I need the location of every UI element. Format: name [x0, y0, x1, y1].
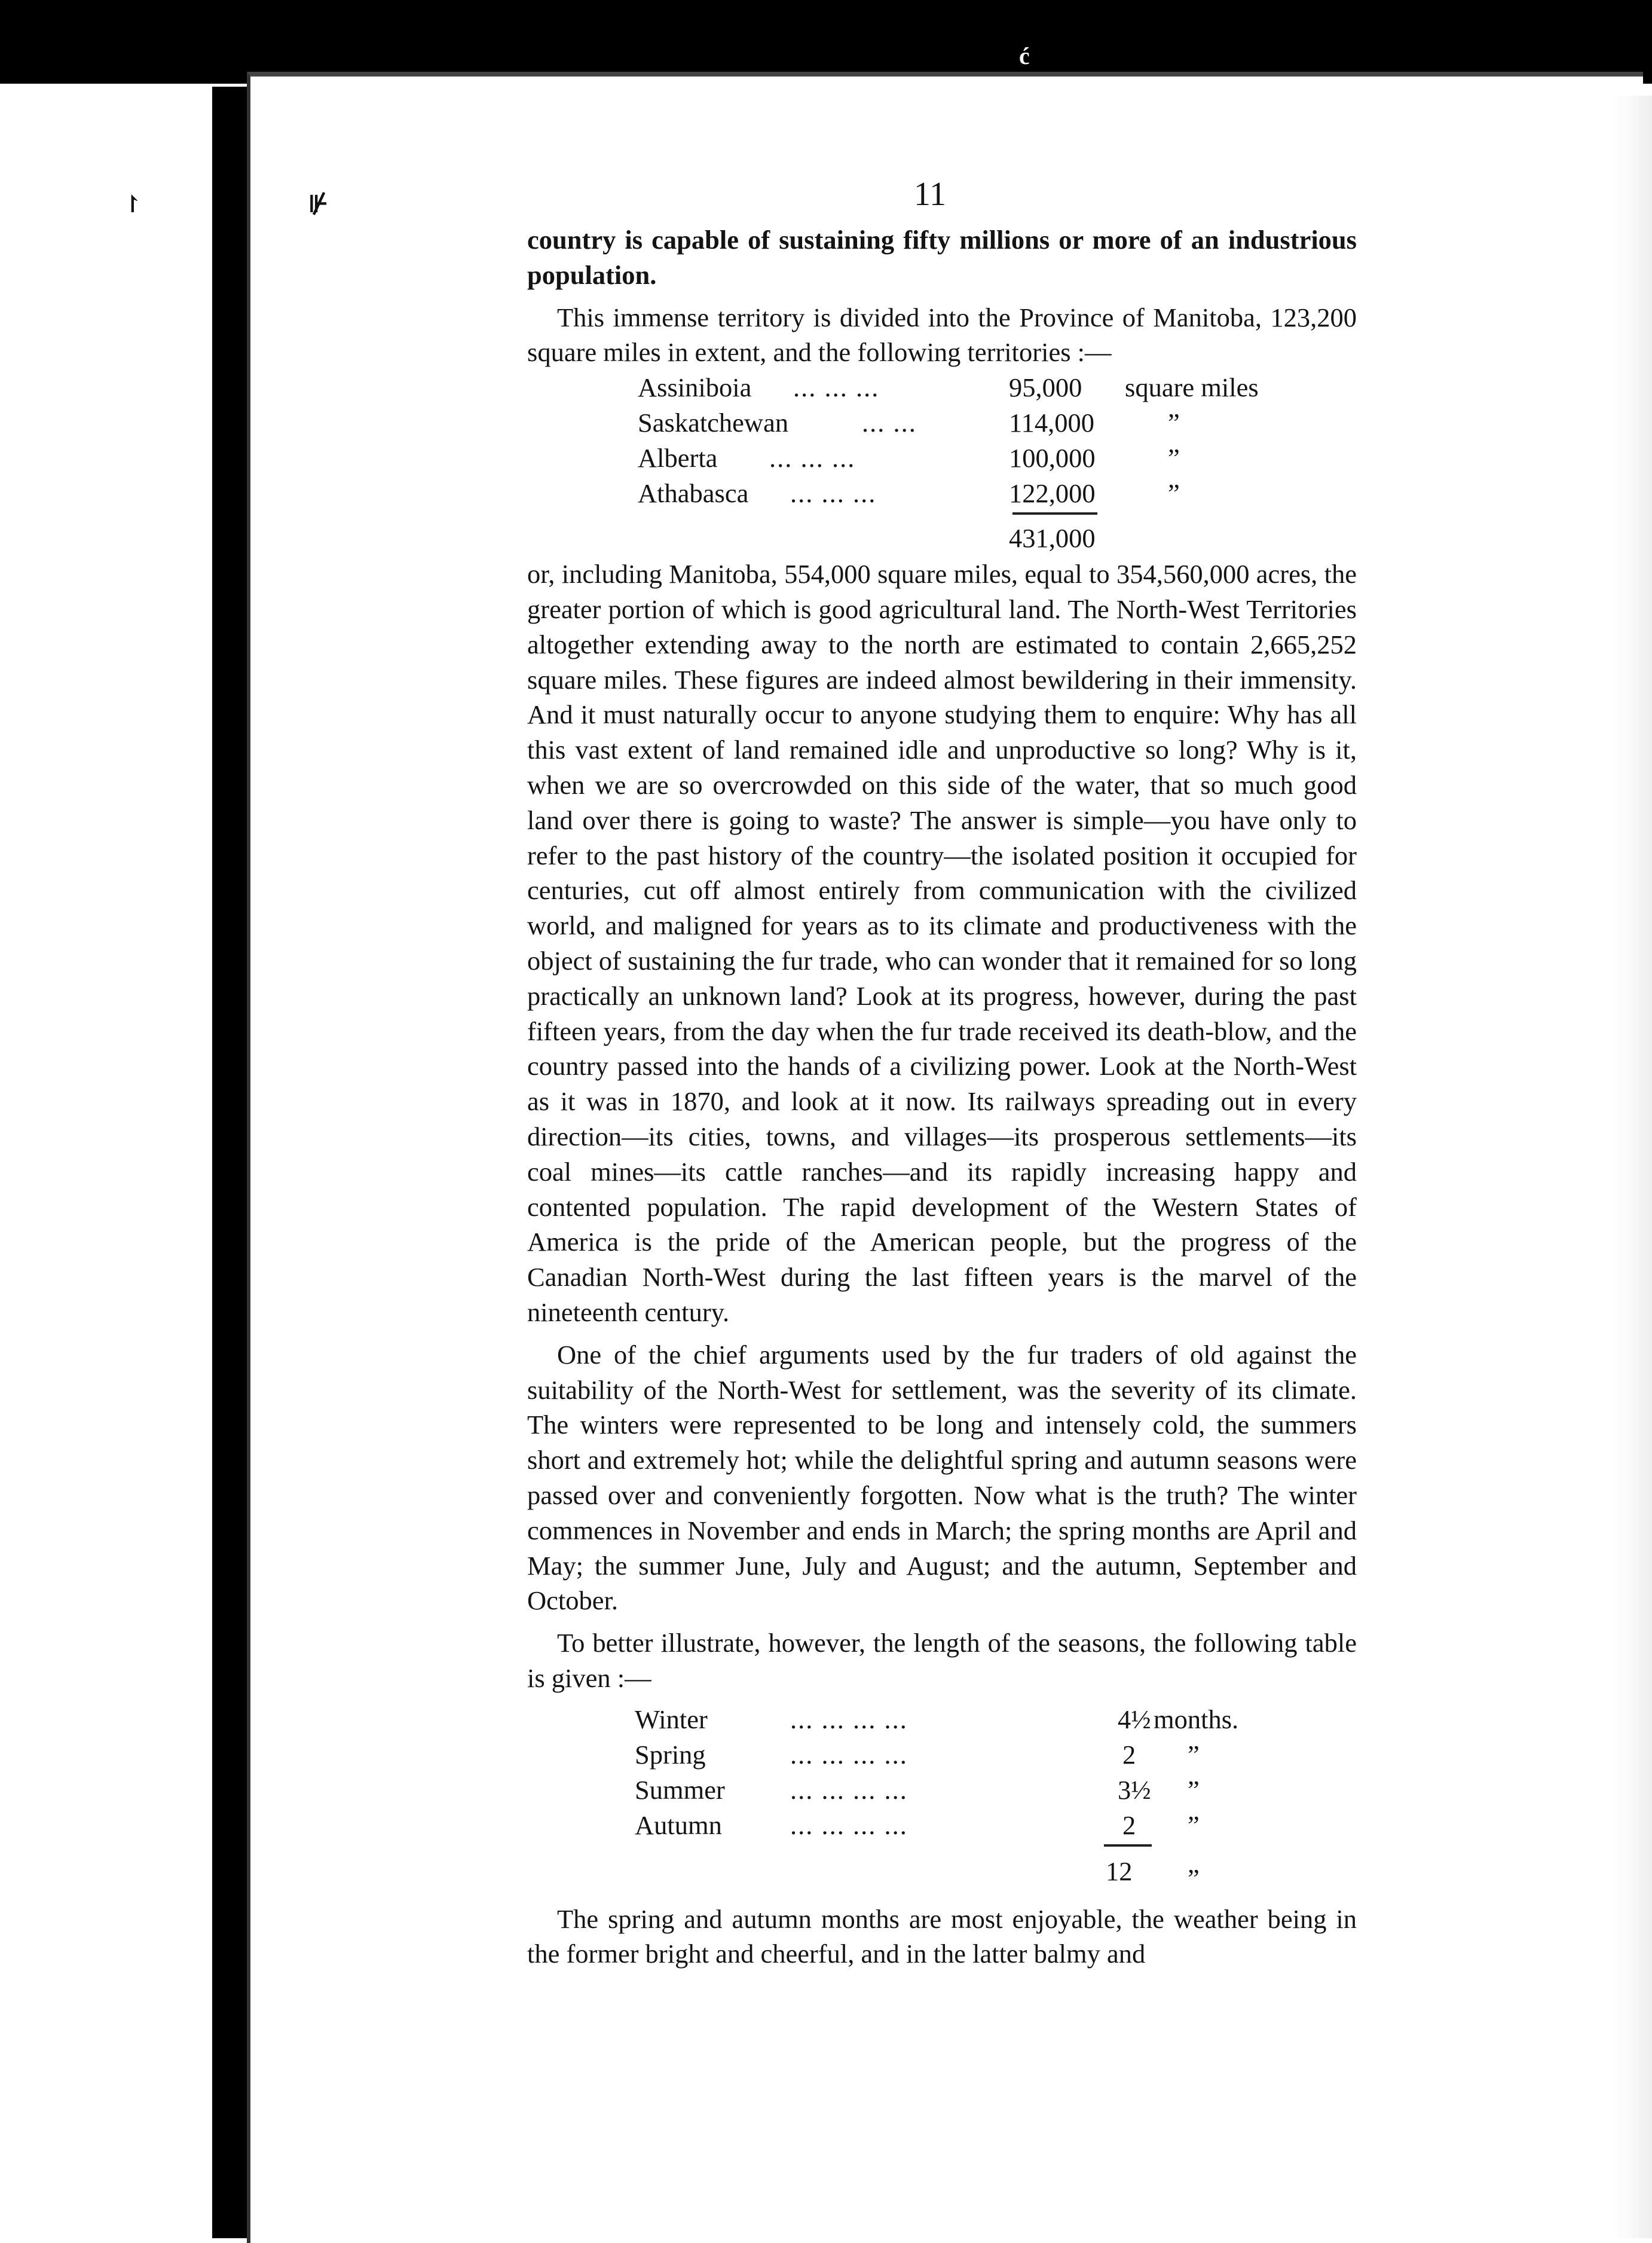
page-content	[527, 173, 1357, 1972]
season-unit: ”	[1188, 1810, 1200, 1840]
paragraph-6: The spring and autumn months are most enjoyable, the weather being in the former bright and cheerful, and in the latter balmy and	[527, 1903, 1357, 1969]
table-row	[527, 1702, 1357, 1737]
table-row	[527, 1773, 1357, 1808]
book-spine	[212, 87, 247, 2238]
season-months: 4½	[1118, 1704, 1151, 1734]
territory-area: 95,000	[1009, 372, 1082, 403]
season-months: 3½	[1118, 1774, 1151, 1805]
leader-dots: ... ... ...	[790, 478, 877, 509]
table-row	[527, 1737, 1357, 1773]
season-name: Winter	[635, 1704, 708, 1734]
table-row	[527, 370, 1357, 405]
season-unit: months.	[1154, 1704, 1239, 1734]
table-row	[527, 441, 1357, 476]
leader-dots: ... ...	[862, 408, 917, 438]
table-row	[527, 476, 1357, 511]
page-number: 11	[914, 176, 946, 213]
season-months: 2	[1122, 1810, 1136, 1840]
seasons-total-value: 12	[1106, 1856, 1133, 1886]
territory-area: 100,000	[1009, 443, 1096, 473]
top-mark: ć	[1019, 42, 1030, 69]
territory-unit: ”	[1168, 478, 1180, 509]
total-row	[527, 521, 1357, 556]
sum-rule	[1012, 512, 1097, 515]
territories-total-value: 431,000	[1009, 523, 1096, 554]
territory-name: Saskatchewan	[638, 408, 789, 438]
territory-unit: square miles	[1125, 372, 1259, 403]
paragraph-2: This immense territory is divided into the Province of Manitoba, 123,200 square miles in extent, and the following territories :—	[527, 302, 1357, 368]
paragraph-1: country is capable of sustaining fifty millions or more of an industrious population.	[527, 225, 1357, 290]
paragraph-5: To better illustrate, however, the length of the seasons, the following table is given :—	[527, 1628, 1357, 1693]
leader-dots: ... ... ...	[769, 443, 856, 473]
season-name: Spring	[635, 1739, 706, 1770]
leader-dots: ... ... ... ...	[790, 1739, 908, 1770]
page-edge	[1614, 96, 1652, 2238]
total-row	[527, 1854, 1357, 1893]
season-name: Autumn	[635, 1810, 722, 1840]
territory-unit: ”	[1168, 443, 1180, 473]
leader-dots: ... ... ...	[793, 372, 880, 403]
leader-dots: ... ... ... ...	[790, 1810, 908, 1840]
scan-top-border	[0, 0, 1652, 84]
territory-unit: ”	[1168, 408, 1180, 438]
margin-mark-2: ⊮	[308, 191, 329, 218]
table-row	[527, 1808, 1357, 1843]
paragraph-4: One of the chief arguments used by the fur traders of old against the suitability of the North-West for settlement, was the severity of its climate. The winters were represented to be long and intensely cold, the summers short and extremely hot; while the delightful spring and autumn seasons were passed over and conveniently forgotten. Now what is the truth? The winter commences in November and ends in March; the spring months are April and May; the summer June, July and August; and the autumn, September and October.	[527, 1339, 1357, 1616]
seasons-total-unit: ”	[1188, 1863, 1200, 1893]
territory-area: 122,000	[1009, 478, 1096, 509]
season-unit: ”	[1188, 1774, 1200, 1805]
season-unit: ”	[1188, 1739, 1200, 1770]
territory-name: Athabasca	[638, 478, 749, 509]
table-row	[527, 405, 1357, 441]
margin-mark-1: ↾	[123, 191, 143, 218]
territory-area: 114,000	[1009, 408, 1094, 438]
season-months: 2	[1122, 1739, 1136, 1770]
paragraph-3: or, including Manitoba, 554,000 square miles, equal to 354,560,000 acres, the greater portion of which is good agricultural land. The North-West Territories altogether extending away to the north are estimated to contain 2,665,252 square miles. These figures are indeed almost bewildering in their immensity. And it must naturally occur to anyone studying them to enquire: Why has all this vast extent of land remained idle and unproductive so long? Why is it, when we are so overcrowded on this side of the water, that so much good land over there is going to waste? The answer is simple—you have only to refer to the past history of the country—the isolated position it occupied for centuries, cut off almost entirely from communication with the civilized world, and maligned for years as to its climate and productiveness with the object of sustaining the fur trade, who can wonder that it remained for so long practically an unknown land? Look at its progress, however, during the past fifteen years, from the day when the fur trade received its death-blow, and the country passed into the hands of a civilizing power. Look at the North-West as it was in 1870, and look at it now. Its railways spreading out in every direction—its cities, towns, and villages—its prosperous settlements—its coal mines—its cattle ranches—and its rapidly increasing happy and contented population. The rapid development of the Western States of America is the pride of the American people, but the progress of the Canadian North-West during the last fifteen years is the marvel of the nineteenth century.	[527, 559, 1357, 1327]
facing-page	[0, 84, 212, 2238]
sum-rule	[1104, 1844, 1152, 1847]
season-name: Summer	[635, 1774, 725, 1805]
territories-table	[527, 370, 1357, 511]
leader-dots: ... ... ... ...	[790, 1704, 908, 1734]
seasons-total	[527, 1843, 1357, 1897]
seasons-table	[527, 1702, 1357, 1843]
territory-name: Assiniboia	[638, 372, 752, 403]
territory-name: Alberta	[638, 443, 718, 473]
leader-dots: ... ... ... ...	[790, 1774, 908, 1805]
territories-total	[527, 511, 1357, 559]
